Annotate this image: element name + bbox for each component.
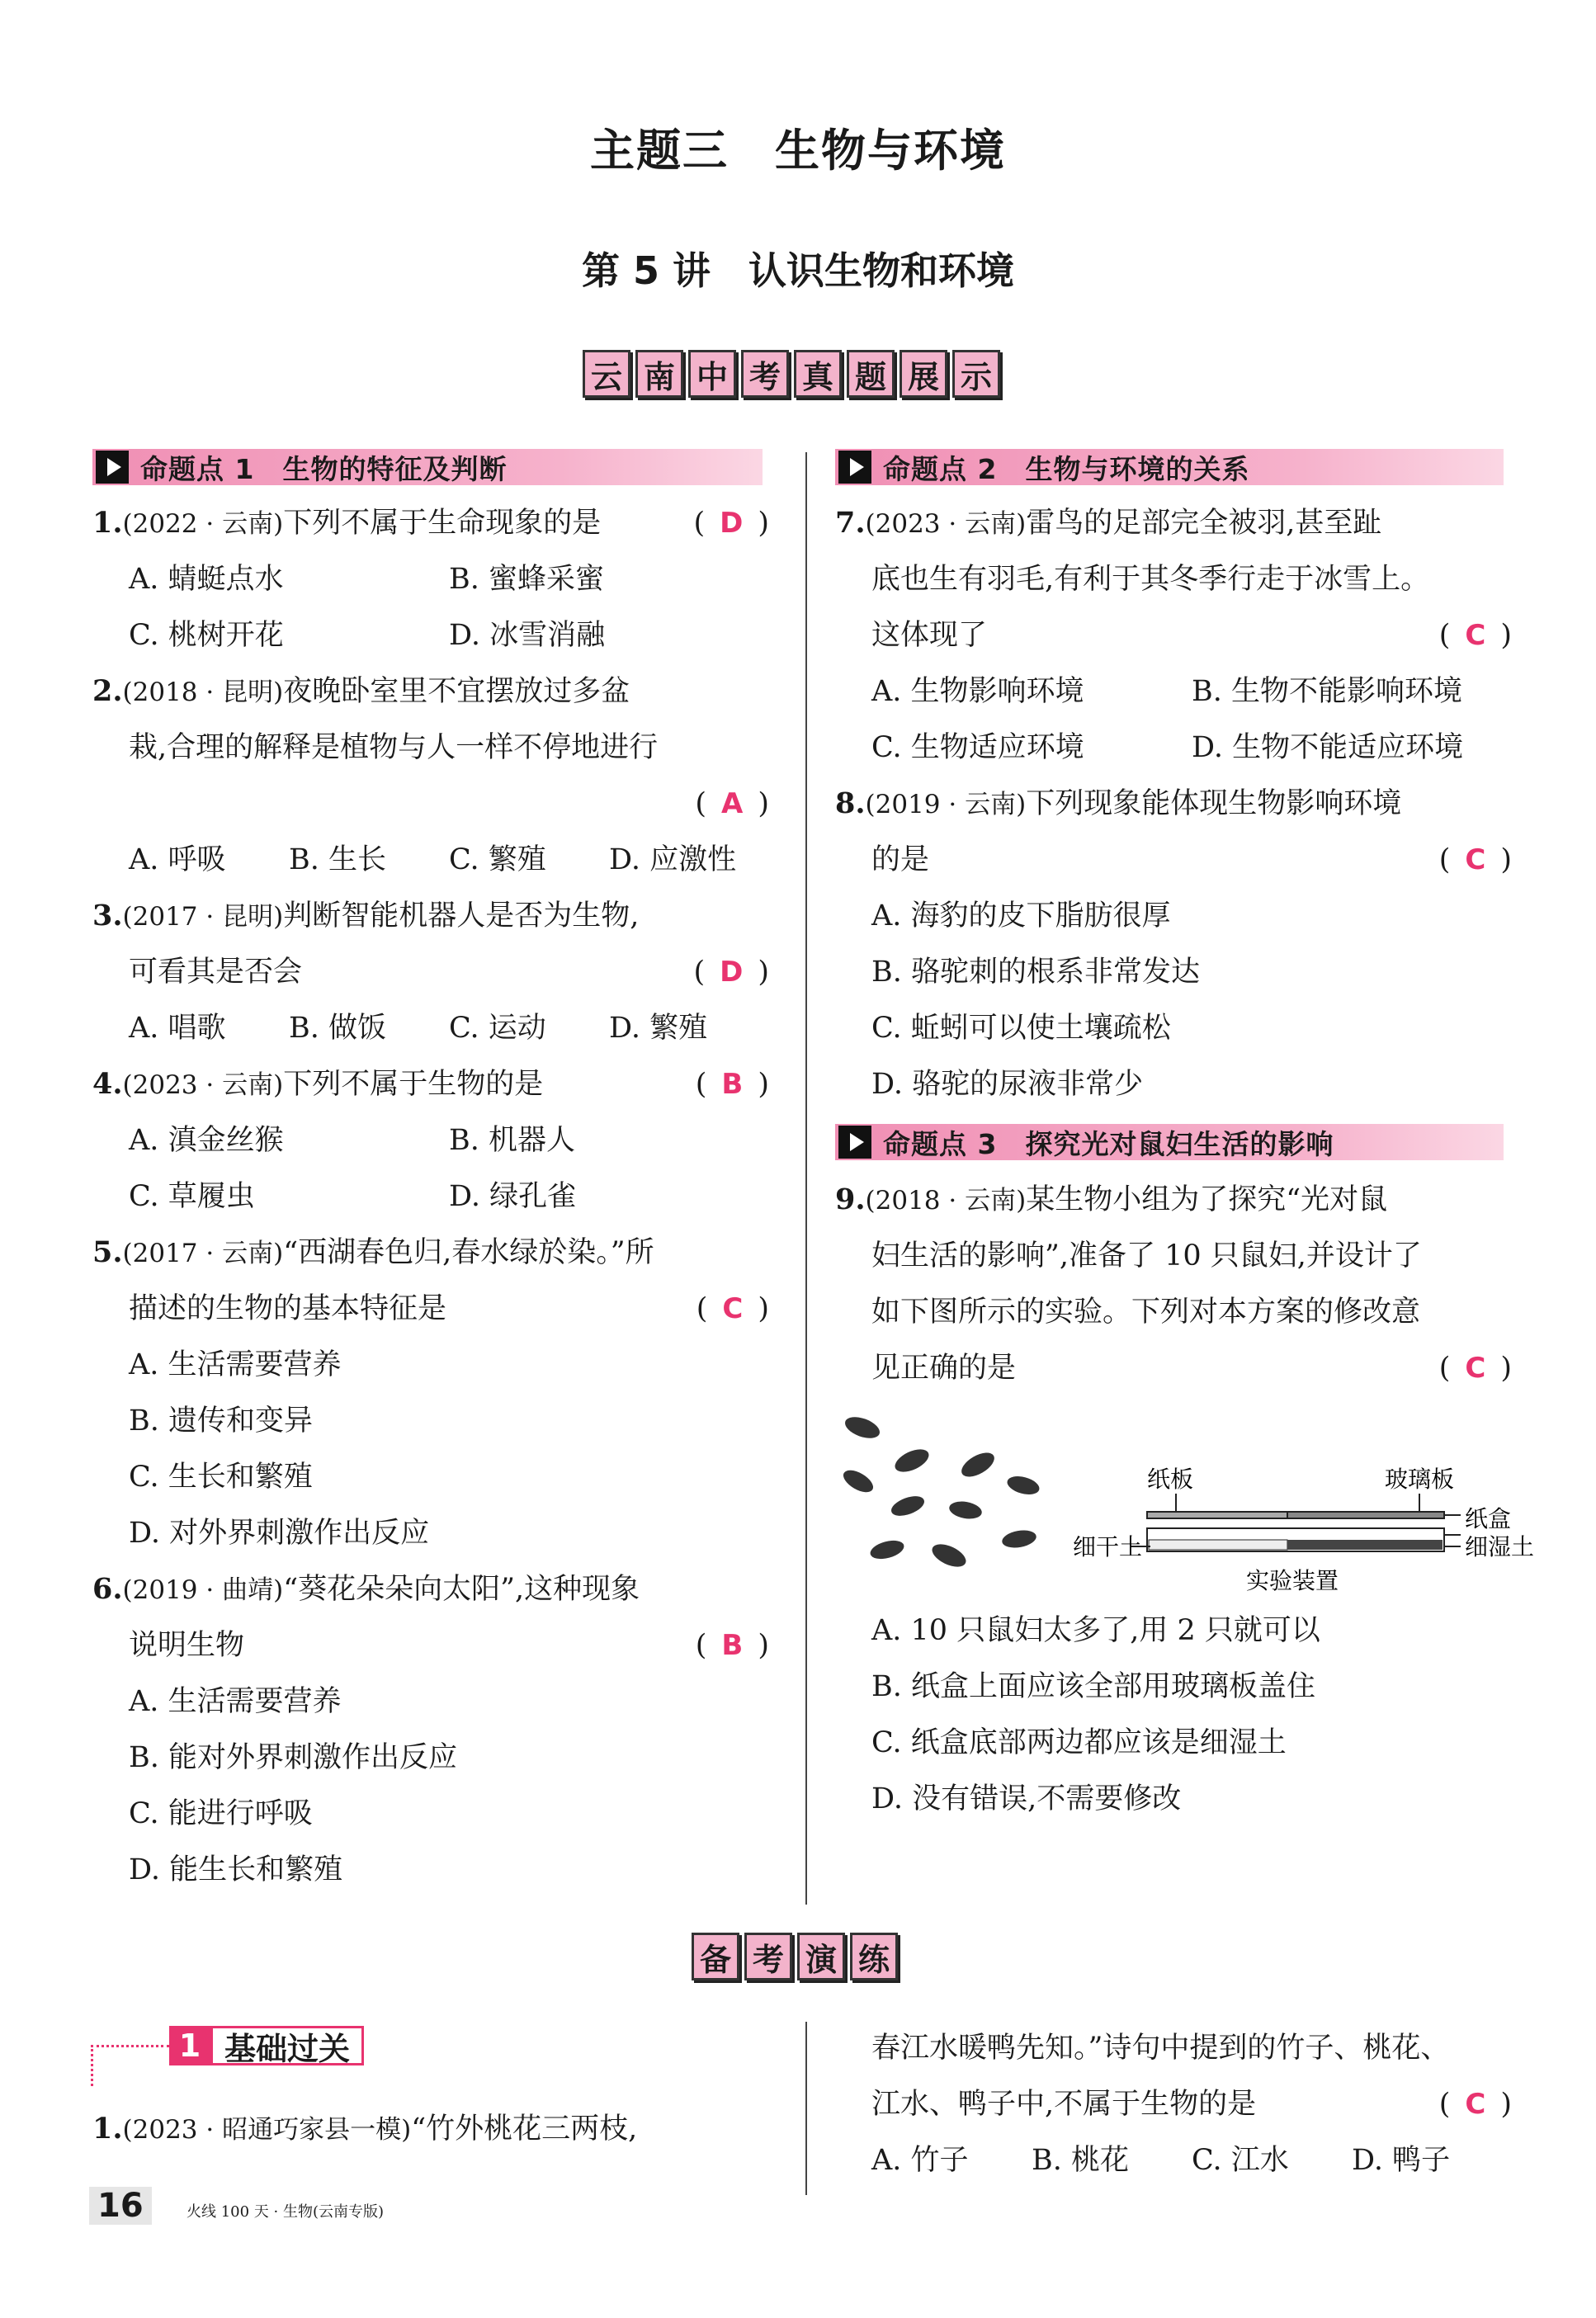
options-row: C. 桃树开花 D. 冰雪消融 — [129, 619, 606, 652]
book-title: 火线 100 天 · 生物(云南专版) — [187, 2203, 385, 2221]
options-row: A. 呼吸 B. 生长 C. 繁殖 D. 应激性 — [129, 843, 737, 876]
question-stem: 7.(2023 · 云南)雷鸟的足部完全被羽,甚至趾 — [835, 506, 1382, 540]
option: B. 能对外界刺激作出反应 — [129, 1741, 457, 1774]
practice-right — [835, 2020, 1512, 2188]
badge-text: 基础过关 — [210, 2026, 364, 2065]
option: C. 生长和繁殖 — [129, 1461, 313, 1494]
answer: ( C ) — [1438, 619, 1512, 652]
options-row: A. 唱歌 B. 做饭 C. 运动 D. 繁殖 — [129, 1012, 708, 1045]
option: B. 遗传和变异 — [129, 1404, 313, 1438]
question-stem: 5.(2017 · 云南)“西湖春色归,春水绿於染。”所 — [92, 1235, 654, 1269]
play-icon — [838, 1126, 871, 1159]
option: B. 纸盒上面应该全部用玻璃板盖住 — [871, 1670, 1315, 1703]
label-box: 纸盒 — [1465, 1505, 1512, 1532]
banner-char: 云 — [583, 350, 630, 398]
question-stem: 栽,合理的解释是植物与人一样不停地进行 — [129, 731, 659, 764]
question-stem: 说明生物 ( B ) — [92, 1617, 769, 1674]
question-stem: 春江水暖鸭先知。”诗句中提到的竹子、桃花、 — [871, 2032, 1450, 2065]
option: D. 能生长和繁殖 — [129, 1853, 343, 1886]
question-stem: 1.(2022 · 云南)下列不属于生命现象的是 ( D ) — [92, 495, 769, 551]
banner-char: 展 — [900, 350, 947, 398]
answer: ( D ) — [693, 956, 769, 989]
page-number: 16 — [89, 2187, 152, 2225]
option: A. 海豹的皮下脂肪很厚 — [871, 899, 1171, 932]
label-glass: 玻璃板 — [1385, 1466, 1455, 1493]
question-stem: 1.(2023 · 昭通巧家县一模)“竹外桃花三两枝, — [92, 2112, 638, 2146]
right-column-q9 — [835, 1172, 1512, 1396]
question-stem: 这体现了 ( C ) — [835, 607, 1512, 663]
banner-char: 中 — [688, 350, 736, 398]
option: C. 蚯蚓可以使土壤疏松 — [871, 1012, 1171, 1045]
banner-char: 练 — [850, 1933, 898, 1980]
answer: ( D ) — [693, 507, 769, 540]
label-dry-soil: 细干土 — [1073, 1533, 1143, 1560]
question-stem: 的是 ( C ) — [835, 832, 1512, 888]
question-stem: 见正确的是 ( C ) — [835, 1340, 1512, 1396]
section-bar-2 — [835, 449, 1504, 485]
options-row: C. 草履虫 D. 绿孔雀 — [129, 1180, 577, 1213]
level-badge — [169, 2026, 364, 2065]
banner-real-exam — [583, 350, 1000, 398]
question-stem: 6.(2019 · 曲靖)“葵花朵朵向太阳”,这种现象 — [92, 1572, 640, 1606]
question-stem: 底也生有羽毛,有利于其冬季行走于冰雪上。 — [871, 563, 1430, 596]
option: D. 对外界刺激作出反应 — [129, 1517, 430, 1550]
section-bar-3 — [835, 1124, 1504, 1160]
practice-left — [92, 2101, 777, 2157]
badge-number: 1 — [169, 2026, 210, 2065]
question-stem: 4.(2023 · 云南)下列不属于生物的是 ( B ) — [92, 1056, 769, 1112]
options-row: A. 竹子 B. 桃花 C. 江水 D. 鸭子 — [871, 2144, 1451, 2177]
banner-char: 真 — [794, 350, 842, 398]
banner-char: 演 — [797, 1933, 845, 1980]
label-wet-soil: 细湿土 — [1465, 1533, 1535, 1560]
label-paper: 纸板 — [1147, 1466, 1194, 1493]
question-stem: 可看其是否会 ( D ) — [92, 944, 769, 1000]
section-title: 命题点 2 生物与环境的关系 — [883, 452, 1250, 485]
column-divider — [805, 2022, 807, 2195]
question-stem: 8.(2019 · 云南)下列现象能体现生物影响环境 — [835, 786, 1402, 820]
options-row: A. 滇金丝猴 B. 机器人 — [129, 1124, 575, 1157]
question-stem: 2.(2018 · 昆明)夜晚卧室里不宜摆放过多盆 — [92, 674, 630, 708]
banner-char: 示 — [952, 350, 1000, 398]
banner-practice — [692, 1933, 898, 1980]
answer: ( C ) — [696, 1292, 769, 1325]
option: A. 生活需要营养 — [129, 1348, 342, 1381]
dotted-line — [91, 2045, 93, 2086]
answer: ( A ) — [695, 787, 769, 820]
right-column-q9-options — [835, 1603, 1512, 1827]
theme-title: 主题三 生物与环境 — [590, 125, 1006, 177]
answer-line — [92, 776, 769, 832]
right-column-top — [835, 495, 1512, 1112]
option: B. 骆驼刺的根系非常发达 — [871, 956, 1200, 989]
section-title: 命题点 3 探究光对鼠妇生活的影响 — [883, 1127, 1334, 1160]
question-stem: 妇生活的影响”,准备了 10 只鼠妇,并设计了 — [871, 1239, 1422, 1272]
option: C. 纸盒底部两边都应该是细湿土 — [871, 1726, 1287, 1759]
answer: ( B ) — [695, 1629, 769, 1662]
question-stem: 3.(2017 · 昆明)判断智能机器人是否为生物, — [92, 899, 640, 932]
question-stem: 描述的生物的基本特征是 ( C ) — [92, 1281, 769, 1337]
dotted-line — [91, 2045, 169, 2047]
woodlouse-icon — [840, 1413, 1041, 1571]
answer: ( C ) — [1438, 1352, 1512, 1385]
option: C. 能进行呼吸 — [129, 1797, 313, 1830]
column-divider — [805, 452, 807, 1905]
banner-char: 考 — [741, 350, 789, 398]
play-icon — [96, 451, 129, 484]
left-column — [92, 495, 769, 1898]
section-bar-1 — [92, 449, 763, 485]
figure-caption: 实验装置 — [1246, 1567, 1339, 1594]
banner-char: 考 — [744, 1933, 792, 1980]
answer: ( B ) — [695, 1068, 769, 1101]
banner-char: 备 — [692, 1933, 739, 1980]
experiment-figure — [833, 1403, 1535, 1601]
option: A. 生活需要营养 — [129, 1685, 342, 1718]
question-stem: 如下图所示的实验。下列对本方案的修改意 — [871, 1296, 1421, 1329]
banner-char: 南 — [635, 350, 683, 398]
option: A. 10 只鼠妇太多了,用 2 只就可以 — [871, 1614, 1320, 1647]
option: D. 没有错误,不需要修改 — [871, 1782, 1182, 1815]
section-title: 命题点 1 生物的特征及判断 — [140, 452, 508, 485]
lesson-title: 第 5 讲 认识生物和环境 — [581, 248, 1015, 293]
question-stem: 9.(2018 · 云南)某生物小组为了探究“光对鼠 — [835, 1183, 1388, 1216]
options-row: A. 生物影响环境 B. 生物不能影响环境 — [871, 675, 1462, 708]
banner-char: 题 — [847, 350, 895, 398]
options-row: C. 生物适应环境 D. 生物不能适应环境 — [871, 731, 1464, 764]
option: D. 骆驼的尿液非常少 — [871, 1068, 1144, 1101]
question-stem: 江水、鸭子中,不属于生物的是 ( C ) — [835, 2076, 1512, 2132]
answer: ( C ) — [1438, 843, 1512, 876]
options-row: A. 蜻蜓点水 B. 蜜蜂采蜜 — [129, 563, 604, 596]
play-icon — [838, 451, 871, 484]
answer: ( C ) — [1438, 2088, 1512, 2121]
experiment-box — [1131, 1494, 1461, 1551]
